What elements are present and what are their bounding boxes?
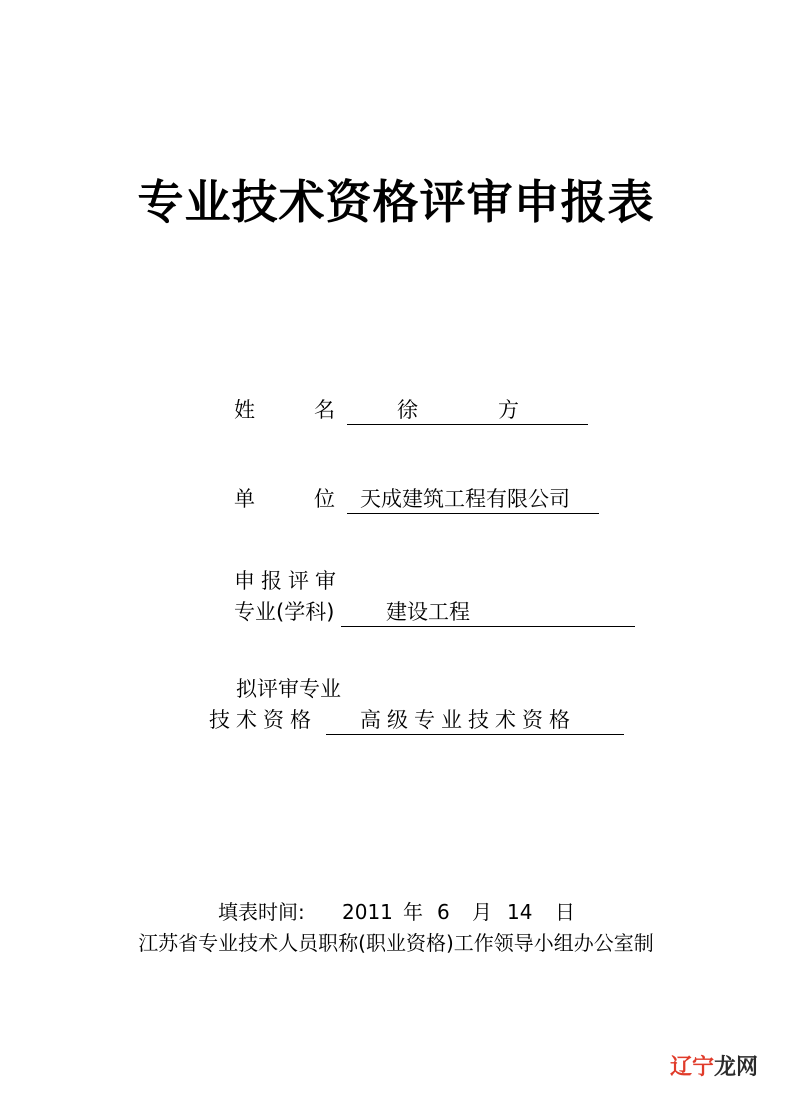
specialty-value: 建设工程 — [386, 600, 470, 624]
date-month: 6 — [437, 900, 450, 924]
watermark-text-1: 辽宁 — [669, 1055, 714, 1080]
unit-label-char-1: 单 — [234, 487, 255, 511]
qualification-label-line-1: 拟评审专业 — [236, 677, 341, 701]
date-label: 填表时间: — [218, 900, 305, 924]
name-label-char-2: 名 — [314, 398, 335, 422]
date-day-unit: 日 — [555, 900, 575, 924]
unit-label-char-2: 位 — [314, 487, 335, 511]
name-value-char-2: 方 — [498, 398, 519, 422]
watermark-text-2: 龙网 — [713, 1055, 758, 1080]
date-day: 14 — [507, 900, 533, 924]
form-title: 专业技术资格评审申报表 — [137, 175, 655, 229]
date-year-unit: 年 — [403, 900, 423, 924]
date-month-unit: 月 — [472, 900, 492, 924]
site-watermark — [670, 1053, 758, 1083]
name-label-char-1: 姓 — [234, 398, 255, 422]
specialty-label-line-2: 专业(学科) — [234, 600, 335, 624]
unit-value: 天成建筑工程有限公司 — [360, 487, 570, 511]
specialty-label-line-1: 申报评审 — [234, 569, 342, 593]
date-year: 2011 — [342, 900, 393, 924]
qualification-label-line-2: 技术资格 — [209, 708, 317, 732]
issuing-organization: 江苏省专业技术人员职称(职业资格)工作领导小组办公室制 — [138, 931, 654, 955]
name-underline — [347, 396, 588, 425]
name-value-char-1: 徐 — [397, 398, 418, 422]
qualification-value: 高级专业技术资格 — [360, 708, 576, 732]
